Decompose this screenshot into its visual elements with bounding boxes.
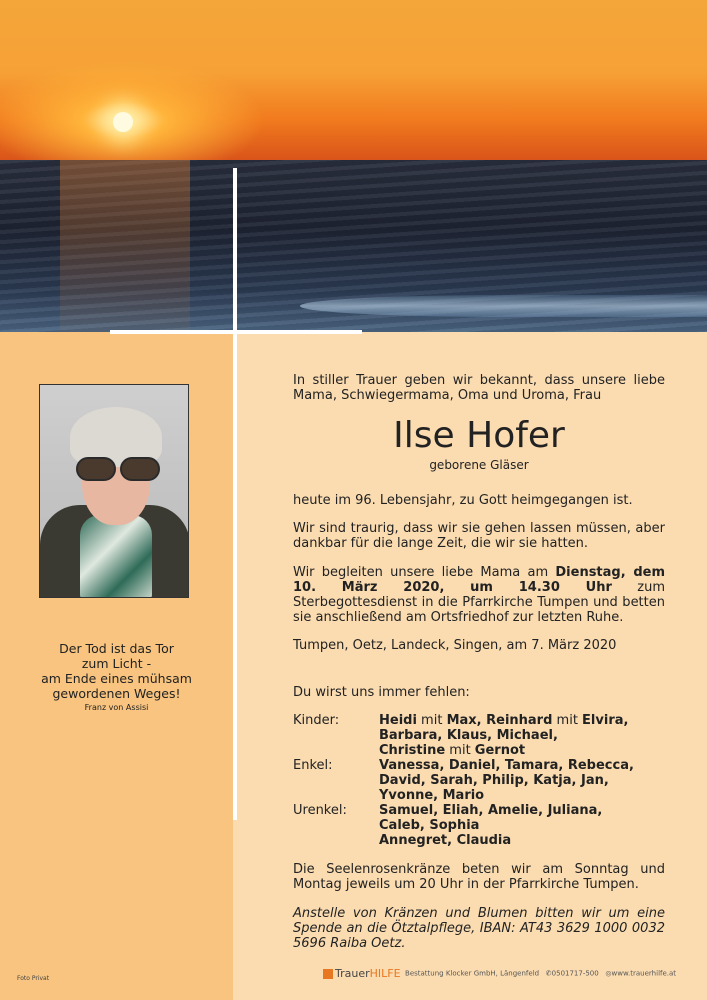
kinder-label: Kinder: — [293, 713, 340, 728]
sun-reflection — [60, 160, 190, 332]
quote-line: Der Tod ist das Tor — [59, 641, 174, 656]
age-line: heute im 96. Lebensjahr, zu Gott heimgegangen ist. — [293, 493, 633, 508]
deceased-name: Ilse Hofer — [393, 415, 565, 456]
photo-credit: Foto Privat — [17, 975, 50, 982]
sunset-sky-image — [0, 0, 707, 160]
enkel-label: Enkel: — [293, 758, 333, 773]
wave-foam — [300, 295, 707, 317]
urenkel-names: Samuel, Eliah, Amelie, Juliana, Caleb, Sophia Annegret, Claudia — [379, 803, 603, 848]
globe-icon: ◎ — [605, 969, 612, 978]
footer-brand: TrauerHILFE — [335, 967, 401, 980]
funeral-pre: Wir begleiten unsere liebe Mama am — [293, 565, 556, 580]
urenkel-label: Urenkel: — [293, 803, 347, 818]
sea-image — [0, 160, 707, 332]
intro-text: In stiller Trauer geben wir bekannt, dass unsere liebe Mama, Schwiegermama, Oma und Uroma, Frau — [293, 373, 665, 403]
footer — [323, 967, 676, 980]
funeral-post: zum Sterbegottesdienst in die Pfarrkirche Tumpen und betten sie anschließend am Ortsfriedhof zur letzten Ruhe. — [293, 580, 666, 625]
portrait-photo — [39, 384, 189, 598]
miss-line: Du wirst uns immer fehlen: — [293, 685, 470, 700]
donation-text: Anstelle von Kränzen und Blumen bitten wir um eine Spende an die Ötztalpflege, IBAN: AT43 3629 1000 0032 5696 Raiba Oetz. — [293, 906, 665, 951]
footer-company: Bestattung Klocker GmbH, Längenfeld — [405, 969, 540, 978]
funeral-date: Dienstag, dem 10. März 2020, um 14.30 Uhr — [293, 565, 665, 595]
maiden-name: geborene Gläser — [429, 458, 529, 472]
quote-line: zum Licht - — [81, 656, 152, 671]
footer-web[interactable]: www.trauerhilfe.at — [611, 969, 677, 978]
quote-author: Franz von Assisi — [84, 703, 149, 712]
quote-line: am Ende eines mühsam — [41, 671, 192, 686]
sun — [113, 112, 133, 132]
kinder-names: Heidi mit Max, Reinhard mit Elvira, Barbara, Klaus, Michael, Christine mit Gernot — [379, 713, 629, 758]
phone-icon: ✆ — [545, 969, 552, 978]
rosary-text: Die Seelenrosenkränze beten wir am Sonntag und Montag jeweils um 20 Uhr in der Pfarrkirche Tumpen. — [293, 862, 665, 892]
sad-line: Wir sind traurig, dass wir sie gehen lassen müssen, aber dankbar für die lange Zeit, die wir sie hatten. — [293, 521, 665, 551]
portrait-sunglasses — [74, 457, 162, 481]
funeral-text — [293, 565, 665, 625]
cross-vertical-bar — [233, 168, 237, 820]
cross-horizontal-bar — [110, 330, 362, 334]
footer-phone: 0501717-500 — [551, 969, 599, 978]
quote — [0, 641, 233, 701]
trauerhilfe-logo-icon — [323, 969, 333, 979]
place-date: Tumpen, Oetz, Landeck, Singen, am 7. März 2020 — [293, 638, 617, 653]
enkel-names: Vanessa, Daniel, Tamara, Rebecca, David, Sarah, Philip, Katja, Jan, Yvonne, Mario — [379, 758, 634, 803]
portrait-scarf — [80, 515, 152, 598]
quote-line: gewordenen Weges! — [52, 686, 181, 701]
